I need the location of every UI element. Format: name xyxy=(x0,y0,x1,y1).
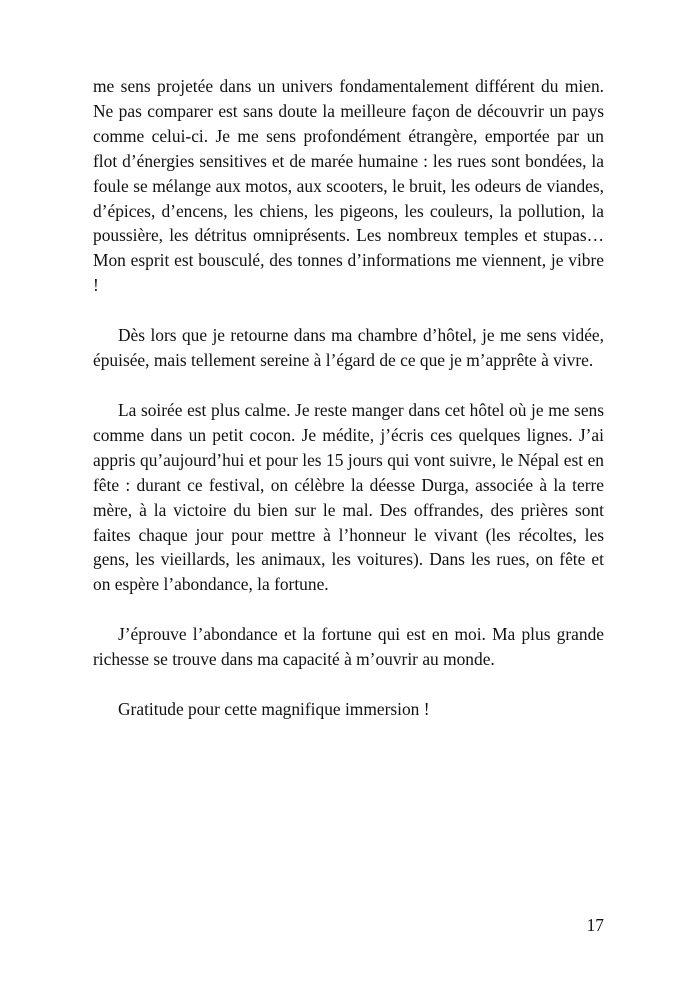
paragraph-2: Dès lors que je retourne dans ma chambre d’hôtel, je me sens vidée, épuisée, mais tellement sereine à l’égard de ce que je m’apprête à vivre. xyxy=(93,325,604,371)
paragraph-1: me sens projetée dans un univers fondamentalement différent du mien. Ne pas comparer est sans doute la meilleure façon de découvrir un pays comme celui-ci. Je me sens profondément étrangère, emportée par un flot d’énergies sensitives et de marée humaine : les rues sont bondées, la foule se mélange aux motos, aux scooters, le bruit, les odeurs de viandes, d’épices, d’encens, les chiens, les pigeons, les couleurs, la pollution, la poussière, les détritus omniprésents. Les nombreux temples et stupas… Mon esprit est bousculé, des tonnes d’informations me viennent, je vibre ! xyxy=(93,76,604,296)
body-text xyxy=(93,74,604,722)
page-number: 17 xyxy=(586,915,604,935)
paragraph-5: Gratitude pour cette magnifique immersion ! xyxy=(118,699,430,720)
paragraph-3: La soirée est plus calme. Je reste manger dans cet hôtel où je me sens comme dans un petit cocon. Je médite, j’écris ces quelques lignes. J’ai appris qu’aujourd’hui et pour les 15 jours qui vont suivre, le Népal est en fête : durant ce festival, on célèbre la déesse Durga, associée à la terre mère, à la victoire du bien sur le mal. Des offrandes, des prières sont faites chaque jour pour mettre à l’honneur le vivant (les récoltes, les gens, les vieillards, les animaux, les voitures). Dans les rues, on fête et on espère l’abondance, la fortune. xyxy=(93,399,604,595)
paragraph-4: J’éprouve l’abondance et la fortune qui est en moi. Ma plus grande richesse se trouve dans ma capacité à m’ouvrir au monde. xyxy=(93,624,604,670)
